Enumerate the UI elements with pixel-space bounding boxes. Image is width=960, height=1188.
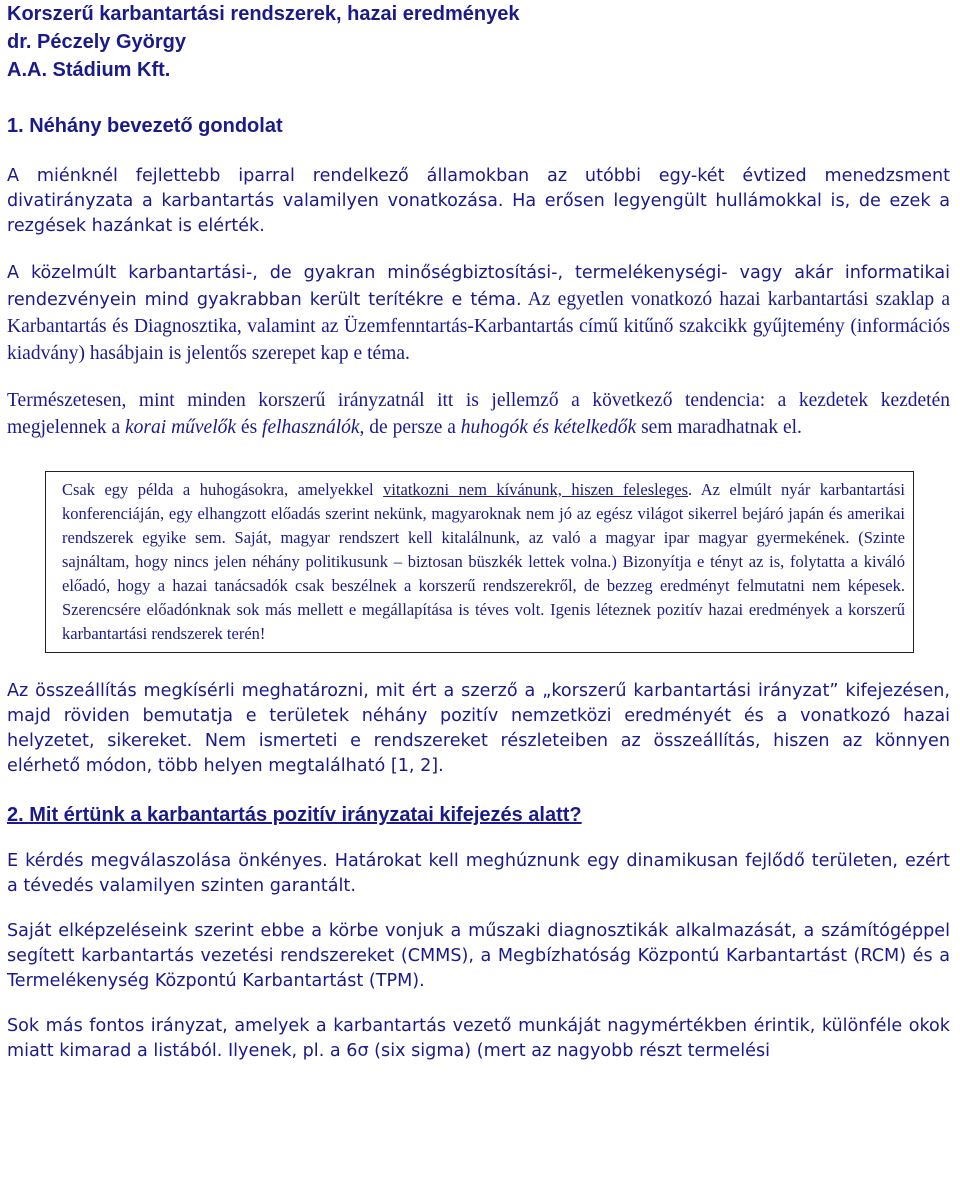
box-b: . Az elmúlt nyár karbantartási konferenciáján, egy elhangzott előadás szerint nekünk, magyaroknak nem jó az egész világot sikerrel bejáró japán és amerikai rendszerek egyike sem. Saját, magyar rendszert kell kitalálnunk, az való a magyar ipar magyar gyermekének. (Szinte sajnáltam, hogy nincs jelen néhány politikusunk – biztosan büszkék lettek volna.) Bizonyítja e tényt az is, folytatta a kiváló előadó, hogy a hazai tanácsadók csak beszélnek a korszerű rendszerekről, de bezzeg eredményt felmutatni nem képesek. Szerencsére előadónknak sok más mellett e megállapítása is téves volt. Igenis léteznek pozitív hazai eredmények a korszerű karbantartási rendszerek terén! — [62, 480, 905, 643]
p3-italic-2: felhasználók — [262, 417, 360, 438]
p3-c: , de persze a — [359, 417, 461, 438]
quote-box — [45, 471, 914, 653]
p3-italic-1: korai művelők — [125, 417, 237, 438]
p3-b: és — [236, 417, 263, 438]
section-1-heading: 1. Néhány bevezető gondolat — [7, 115, 283, 137]
paragraph-7: Sok más fontos irányzat, amelyek a karbantartás vezető munkáját nagymértékben érintik, különféle okok miatt kimarad a listából. Ilyenek, pl. a 6σ (six sigma) (mert az nagyobb részt termelési — [7, 1016, 950, 1061]
box-underlined: vitatkozni nem kívánunk, hiszen felesleges — [383, 480, 689, 499]
p3-d: sem maradhatnak el. — [636, 417, 802, 438]
paragraph-2-sans: A közelmúlt karbantartási-, de gyakran minőségbiztosítási-, termelékenységi- vagy akár informatikai rendezvényein mind gyakrabban került terítékre e téma. — [7, 263, 950, 310]
paragraph-5: E kérdés megválaszolása önkényes. Határokat kell meghúznunk egy dinamikusan fejlődő területen, ezért a tévedés valamilyen szinten garantált. — [7, 851, 950, 896]
p3-italic-3: huhogók és kételkedők — [460, 417, 637, 438]
paragraph-2 — [7, 259, 950, 367]
p3-a: Természetesen, mint minden korszerű irányzatnál itt is jellemző a következő tendencia: a kezdetek kezdetén megjelennek a — [7, 390, 950, 438]
paragraph-6: Saját elképzeléseink szerint ebbe a körbe vonjuk a műszaki diagnosztikák alkalmazását, a számítógéppel segített karbantartás vezetési rendszereket (CMMS), a Megbízhatóság Központú Karbantartást (RCM) és a Termelékenység Központú Karbantartást (TPM). — [7, 921, 950, 991]
paragraph-2-rest: Az egyetlen vonatkozó hazai karbantartási szaklap a Karbantartás és Diagnosztika, valamint az Üzemfenntartás-Karbantartás című kitűnő szakcikk gyűjtemény (információs kiadvány) hasábjain is jelentős szerepet kap e téma. — [7, 289, 950, 364]
paragraph-3 — [7, 387, 950, 441]
author-name: dr. Péczely György — [7, 31, 186, 53]
title-block — [7, 0, 950, 84]
paragraph-4: Az összeállítás megkísérli meghatározni, mit ért a szerző a „korszerű karbantartási irányzat” kifejezésen, majd röviden bemutatja e területek néhány pozitív nemzetközi eredményét és a vonatkozó hazai helyzetet, sikereket. Nem ismerteti e rendszereket részleteiben az összeállítás, hiszen az könnyen elérhető módon, több helyen megtalálható [1, 2]. — [7, 681, 950, 776]
paragraph-1: A miénknél fejlettebb iparral rendelkező államokban az utóbbi egy-két évtized menedzsment divatirányzata a karbantartás valamilyen vonatkozása. Ha erősen legyengült hullámokkal is, de ezek a rezgések hazánkat is elérték. — [7, 166, 950, 236]
section-2-heading: 2. Mit értünk a karbantartás pozitív irányzatai kifejezés alatt? — [7, 804, 582, 826]
box-text — [62, 478, 905, 646]
box-a: Csak egy példa a huhogásokra, amelyekkel — [62, 480, 384, 499]
company-name: A.A. Stádium Kft. — [7, 59, 171, 81]
document-title: Korszerű karbantartási rendszerek, hazai eredmények — [7, 3, 520, 25]
